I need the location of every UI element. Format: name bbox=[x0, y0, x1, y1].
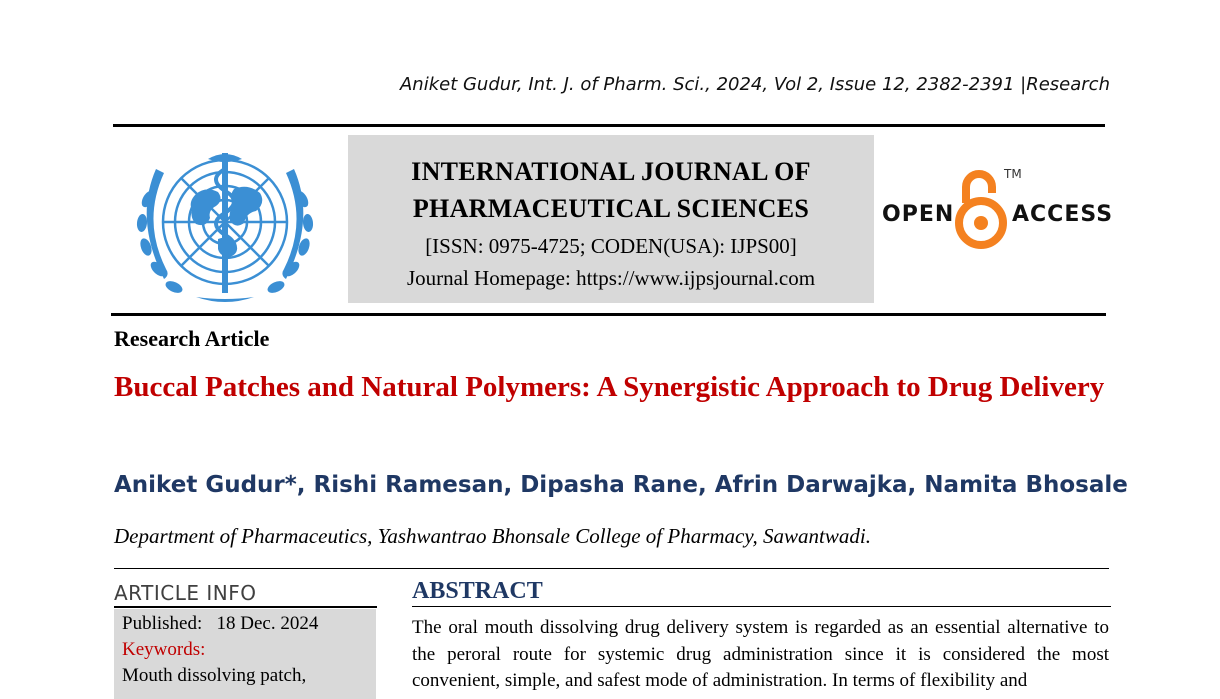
author-list: Aniket Gudur*, Rishi Ramesan, Dipasha Rane, Afrin Darwajka, Namita Bhosale bbox=[114, 472, 1128, 498]
abstract-heading: ABSTRACT bbox=[412, 578, 543, 604]
section-divider bbox=[114, 568, 1109, 569]
open-access-access-text: ACCESS bbox=[1012, 202, 1114, 227]
journal-issn: [ISSN: 0975-4725; CODEN(USA): IJPS00] bbox=[425, 234, 797, 258]
published-row bbox=[122, 611, 368, 637]
article-info-box bbox=[114, 609, 376, 699]
article-info-rule bbox=[114, 606, 377, 608]
keyword-item: Mouth dissolving patch, bbox=[122, 665, 307, 686]
abstract-rule bbox=[412, 606, 1111, 607]
citation-header: Aniket Gudur, Int. J. of Pharm. Sci., 2024, Vol 2, Issue 12, 2382-2391 |Research bbox=[399, 74, 1110, 95]
published-label: Published: bbox=[122, 613, 203, 634]
trademark-mark: TM bbox=[1004, 167, 1022, 181]
article-info-heading: ARTICLE INFO bbox=[114, 581, 257, 605]
article-title: Buccal Patches and Natural Polymers: A Synergistic Approach to Drug Delivery bbox=[114, 371, 1105, 403]
article-type: Research Article bbox=[114, 326, 270, 351]
journal-homepage[interactable]: Journal Homepage: https://www.ijpsjournal.com bbox=[406, 266, 816, 290]
published-date: 18 Dec. 2024 bbox=[216, 613, 319, 634]
journal-name-line1: INTERNATIONAL JOURNAL OF bbox=[411, 157, 811, 186]
journal-emblem-logo bbox=[126, 139, 324, 305]
open-lock-icon bbox=[954, 165, 1008, 251]
author-affiliation: Department of Pharmaceutics, Yashwantrao Bhonsale College of Pharmacy, Sawantwadi. bbox=[114, 524, 871, 548]
abstract-text: The oral mouth dissolving drug delivery system is regarded as an essential alternative to the peroral route for systemic drug administration since it is considered the most convenient, simple, and safest mode of administration. In terms of flexibility and bbox=[412, 617, 1109, 691]
header-top-rule bbox=[113, 124, 1105, 127]
keywords-label: Keywords: bbox=[122, 639, 206, 660]
open-access-logo bbox=[880, 165, 1114, 255]
open-access-open-text: OPEN bbox=[882, 202, 955, 227]
journal-name-line2: PHARMACEUTICAL SCIENCES bbox=[412, 194, 810, 223]
journal-info-box bbox=[348, 135, 874, 303]
header-bottom-rule bbox=[111, 313, 1106, 316]
